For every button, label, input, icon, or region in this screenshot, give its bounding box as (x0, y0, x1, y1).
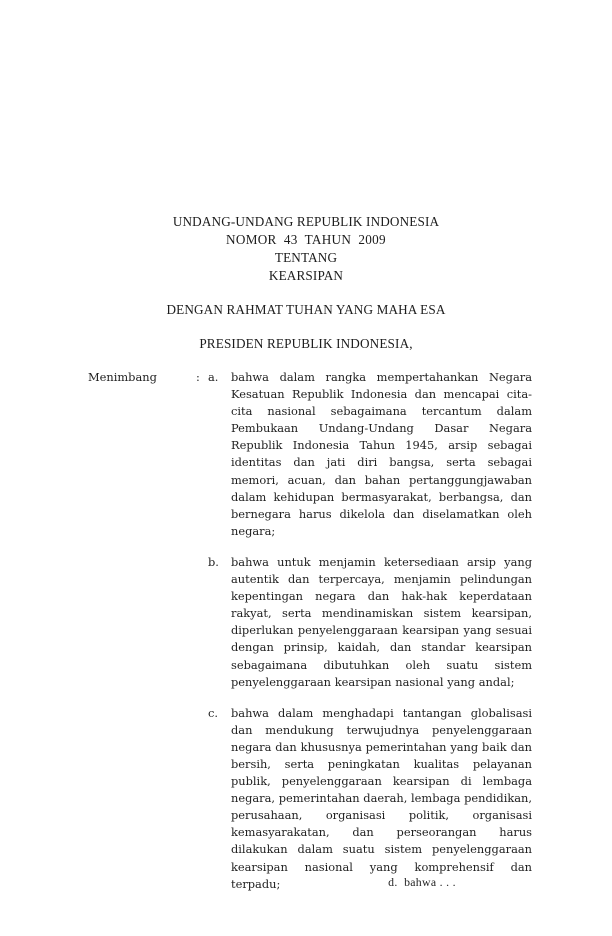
list-item-marker: a. (208, 370, 219, 384)
list-item (208, 369, 532, 540)
heading-law-type: UNDANG-UNDANG REPUBLIK INDONESIA (172, 214, 440, 229)
list-item (208, 554, 532, 691)
subheading-spacer (0, 319, 612, 335)
document-subheading (0, 301, 612, 353)
list-item-marker: b. (208, 554, 219, 569)
authority-line: PRESIDEN REPUBLIK INDONESIA, (199, 336, 413, 351)
invocation-line: DENGAN RAHMAT TUHAN YANG MAHA ESA (166, 302, 446, 317)
heading-about-label: TENTANG (274, 250, 338, 265)
list-item-text: bahwa dalam menghadapi tantangan globalisasi dan mendukung terwujudnya penyelenggaraan negara dan khususnya pemerintahan yang baik dan bersih, serta peningkatan kualitas pelayanan publik, penyelenggaraan kearsipan di lembaga negara, pemerintahan daerah, lembaga pendidikan, perusahaan, organisasi politik, organisasi kemasyarakatan, dan perseorangan harus dilakukan dalam suatu sistem penyelenggaraan kearsipan nasional yang komprehensif dan terpadu; (231, 705, 532, 891)
list-item (208, 705, 532, 893)
heading-subject: KEARSIPAN (268, 268, 344, 283)
page-continuation (0, 873, 612, 891)
considering-label: Menimbang (88, 370, 157, 384)
list-item-text: bahwa dalam rangka mempertahankan Negara Kesatuan Republik Indonesia dan mencapai cita-cita nasional sebagaimana tercantum dalam Pembukaan Undang-Undang Dasar Negara Republik Indonesia Tahun 1945, arsip sebagai identitas dan jati diri bangsa, serta sebagai memori, acuan, dan bahan pertanggungjawaban dalam kehidupan bermasyarakat, berbangsa, dan bernegara harus dikelola dan diselamatkan oleh negara; (231, 370, 532, 538)
continuation-text: d. bahwa . . . (388, 875, 456, 889)
list-item-marker: c. (208, 705, 219, 720)
document-heading (0, 213, 612, 285)
considering-item-list (208, 369, 532, 893)
list-item-text: bahwa untuk menjamin ketersediaan arsip yang autentik dan terpercaya, menjamin pelindungan kepentingan negara dan hak-hak keperdataan rakyat, serta mendinamiskan sistem kearsipan, diperlukan penyelenggaraan kearsipan yang sesuai dengan prinsip, kaidah, dan standar kearsipan sebagaimana dibutuhkan oleh suatu sistem penyelenggaraan kearsipan nasional yang andal; (231, 554, 532, 689)
considering-separator: : (196, 370, 200, 384)
heading-number-year: NOMOR 43 TAHUN 2009 (226, 232, 386, 247)
